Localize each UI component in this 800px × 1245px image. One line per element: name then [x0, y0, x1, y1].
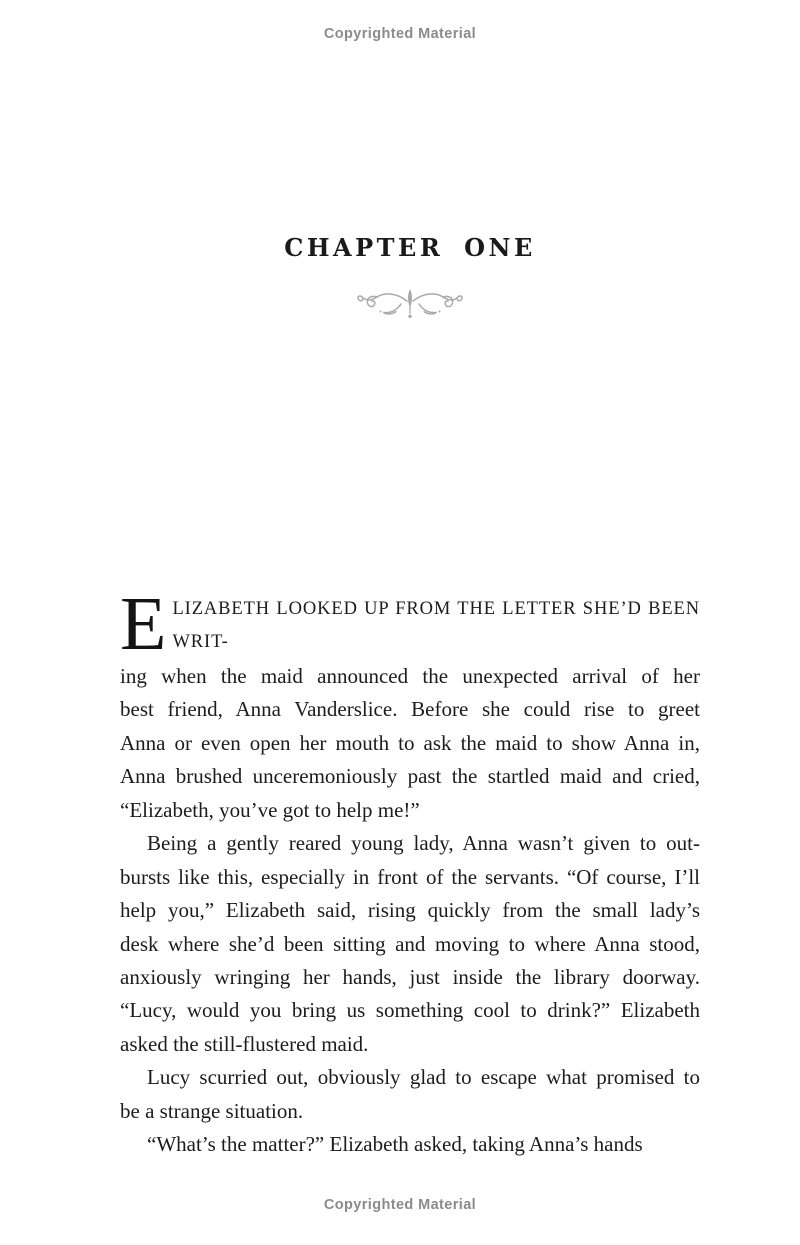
- drop-cap: E: [120, 582, 167, 666]
- body-text: [120, 582, 700, 1162]
- text-line: Being a gently reared young lady, Anna wasn’t given to out-: [147, 831, 700, 856]
- copyright-notice-top: Copyrighted Material: [323, 26, 477, 42]
- text-line: be a strange situation.: [120, 1098, 304, 1123]
- text-line: “Lucy, would you bring us something cool to drink?” Elizabeth: [120, 998, 700, 1023]
- text-line: asked the still-flustered maid.: [120, 1031, 369, 1056]
- text-line: bursts like this, especially in front of the servants. “Of course, I’ll: [120, 864, 700, 889]
- chapter-title: CHAPTER ONE: [284, 233, 536, 262]
- text-line: “Elizabeth, you’ve got to help me!”: [120, 797, 420, 822]
- text-line: LIZABETH LOOKED UP FROM THE LETTER SHE’D BEEN WRIT-: [172, 599, 700, 653]
- text-line: “What’s the matter?” Elizabeth asked, taking Anna’s hands: [147, 1132, 643, 1157]
- text-line: anxiously wringing her hands, just inside the library doorway.: [120, 964, 700, 989]
- copyright-notice-bottom: Copyrighted Material: [323, 1197, 477, 1213]
- text-line: best friend, Anna Vanderslice. Before she could rise to greet: [120, 697, 700, 722]
- text-line: Lucy scurried out, obviously glad to escape what promised to: [147, 1065, 700, 1090]
- chapter-ornament-icon: [120, 287, 700, 326]
- text-line: Anna or even open her mouth to ask the maid to show Anna in,: [120, 730, 700, 755]
- text-line: Anna brushed unceremoniously past the startled maid and cried,: [120, 764, 700, 789]
- text-line: ing when the maid announced the unexpected arrival of her: [120, 663, 700, 688]
- text-line: help you,” Elizabeth said, rising quickly from the small lady’s: [120, 898, 700, 923]
- text-line: desk where she’d been sitting and moving to where Anna stood,: [120, 931, 700, 956]
